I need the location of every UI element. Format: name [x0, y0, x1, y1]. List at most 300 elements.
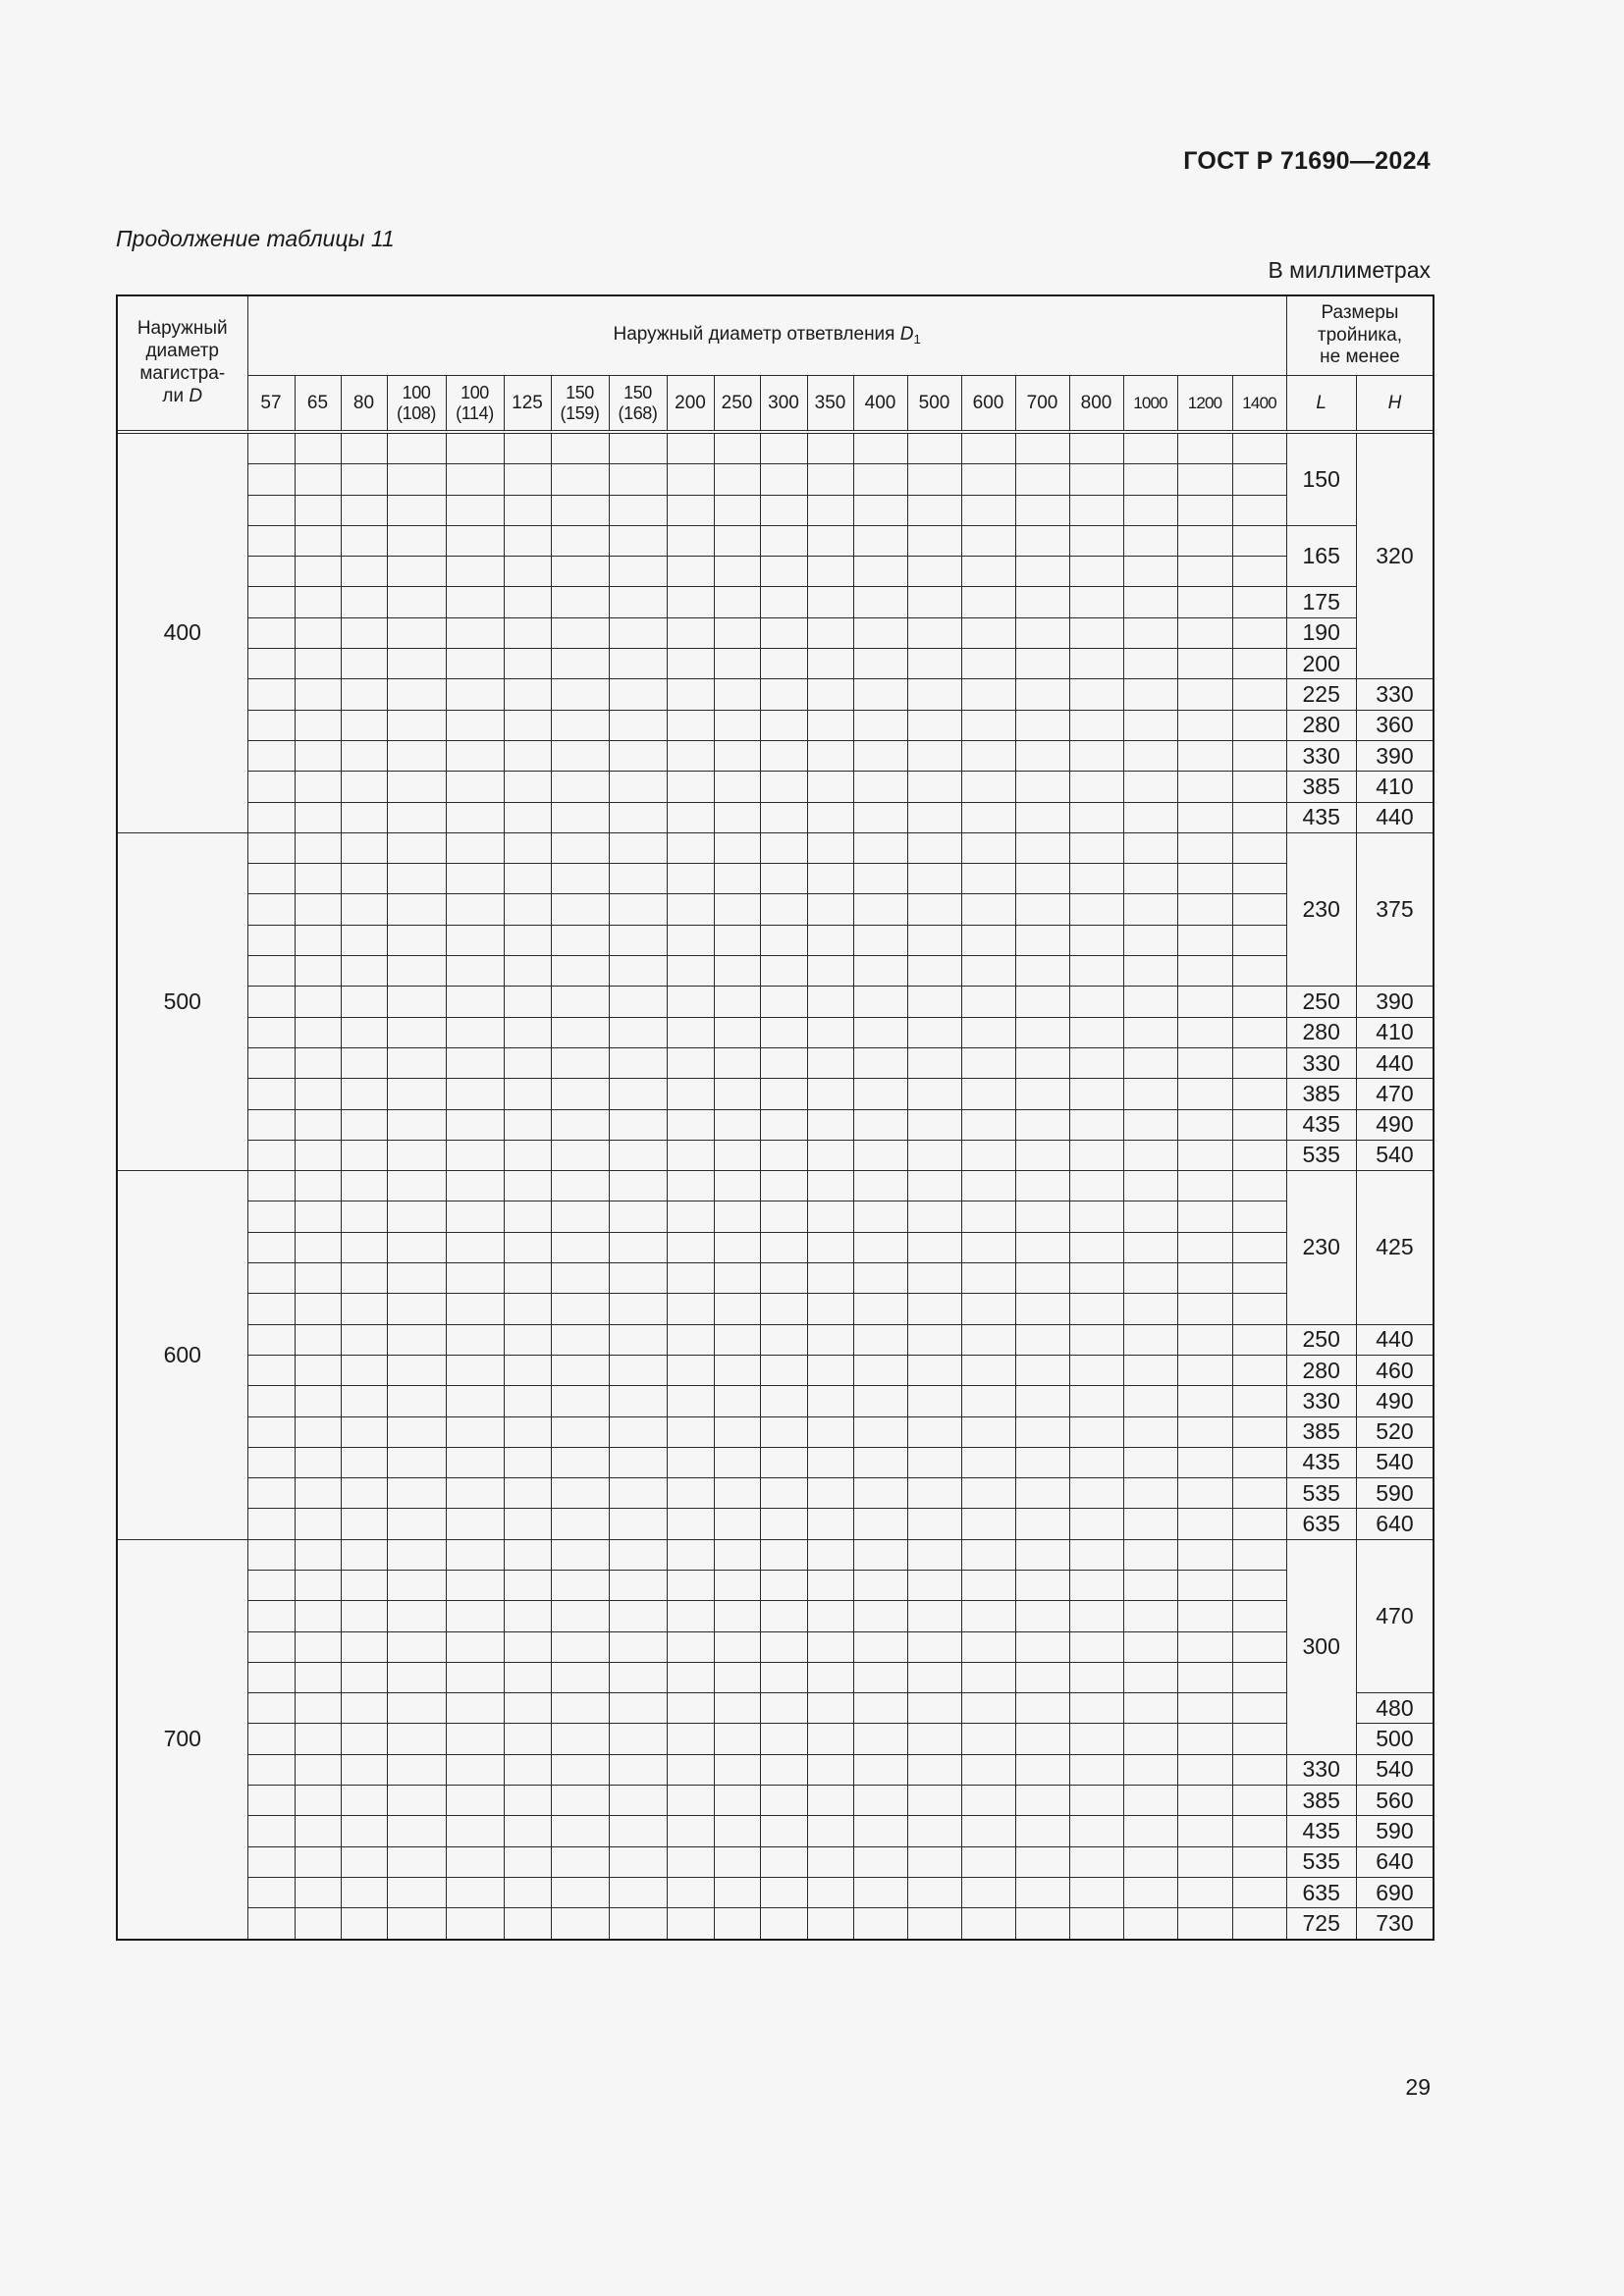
empty-branch-cell: [1069, 1447, 1123, 1477]
empty-branch-cell: [504, 832, 551, 863]
empty-branch-cell: [1123, 1232, 1177, 1262]
empty-branch-cell: [551, 1693, 609, 1724]
empty-branch-cell: [1123, 1140, 1177, 1170]
empty-branch-cell: [667, 617, 714, 648]
empty-branch-cell: [1177, 1079, 1232, 1109]
table-row: [117, 1846, 1434, 1877]
empty-branch-cell: [961, 1631, 1015, 1662]
table-row: [117, 1294, 1434, 1324]
empty-branch-cell: [807, 1877, 853, 1907]
empty-branch-cell: [1069, 1324, 1123, 1355]
empty-branch-cell: [853, 1877, 907, 1907]
length-l-cell: 535: [1286, 1140, 1356, 1170]
empty-branch-cell: [446, 1171, 504, 1201]
main-diameter-cell: 500: [117, 832, 247, 1170]
empty-branch-cell: [1015, 1201, 1069, 1232]
empty-branch-cell: [1069, 925, 1123, 955]
empty-branch-cell: [853, 1263, 907, 1294]
height-h-cell: 590: [1356, 1478, 1434, 1509]
empty-branch-cell: [1232, 1816, 1286, 1846]
document-code: ГОСТ Р 71690—2024: [1183, 147, 1431, 175]
empty-branch-cell: [1177, 1047, 1232, 1078]
empty-branch-cell: [247, 1509, 295, 1539]
empty-branch-cell: [760, 1509, 807, 1539]
empty-branch-cell: [504, 464, 551, 495]
height-h-cell: 330: [1356, 679, 1434, 710]
empty-branch-cell: [1177, 956, 1232, 987]
empty-branch-cell: [907, 1908, 961, 1940]
empty-branch-cell: [853, 1908, 907, 1940]
empty-branch-cell: [1232, 1786, 1286, 1816]
empty-branch-cell: [1123, 710, 1177, 740]
empty-branch-cell: [667, 1201, 714, 1232]
empty-branch-cell: [295, 1478, 341, 1509]
header-branch-col: 65: [295, 376, 341, 431]
table-row: [117, 710, 1434, 740]
empty-branch-cell: [247, 1877, 295, 1907]
empty-branch-cell: [504, 1908, 551, 1940]
empty-branch-cell: [907, 1631, 961, 1662]
empty-branch-cell: [295, 1355, 341, 1385]
empty-branch-cell: [387, 1786, 446, 1816]
empty-branch-cell: [446, 1447, 504, 1477]
empty-branch-cell: [1015, 464, 1069, 495]
empty-branch-cell: [853, 1816, 907, 1846]
empty-branch-cell: [387, 1754, 446, 1785]
empty-branch-cell: [853, 1724, 907, 1754]
empty-branch-cell: [1123, 1908, 1177, 1940]
empty-branch-cell: [1123, 925, 1177, 955]
empty-branch-cell: [609, 1171, 667, 1201]
empty-branch-cell: [609, 1754, 667, 1785]
empty-branch-cell: [1015, 1724, 1069, 1754]
empty-branch-cell: [446, 740, 504, 771]
empty-branch-cell: [446, 710, 504, 740]
empty-branch-cell: [247, 1355, 295, 1385]
empty-branch-cell: [907, 1724, 961, 1754]
empty-branch-cell: [1232, 587, 1286, 617]
empty-branch-cell: [551, 1171, 609, 1201]
table-row: [117, 495, 1434, 525]
empty-branch-cell: [760, 1232, 807, 1262]
empty-branch-cell: [341, 1263, 387, 1294]
empty-branch-cell: [387, 1662, 446, 1692]
empty-branch-cell: [1232, 1263, 1286, 1294]
empty-branch-cell: [760, 1140, 807, 1170]
empty-branch-cell: [961, 1171, 1015, 1201]
height-h-cell: 590: [1356, 1816, 1434, 1846]
empty-branch-cell: [341, 925, 387, 955]
empty-branch-cell: [387, 987, 446, 1017]
empty-branch-cell: [667, 832, 714, 863]
empty-branch-cell: [446, 1386, 504, 1416]
empty-branch-cell: [760, 894, 807, 925]
empty-branch-cell: [1069, 1693, 1123, 1724]
empty-branch-cell: [807, 1263, 853, 1294]
empty-branch-cell: [907, 1509, 961, 1539]
empty-branch-cell: [609, 1294, 667, 1324]
empty-branch-cell: [807, 832, 853, 863]
empty-branch-cell: [551, 1570, 609, 1600]
empty-branch-cell: [807, 740, 853, 771]
table-row: [117, 987, 1434, 1017]
empty-branch-cell: [341, 1786, 387, 1816]
empty-branch-cell: [1069, 1570, 1123, 1600]
empty-branch-cell: [961, 1355, 1015, 1385]
empty-branch-cell: [446, 1601, 504, 1631]
empty-branch-cell: [247, 617, 295, 648]
empty-branch-cell: [961, 434, 1015, 464]
empty-branch-cell: [387, 1079, 446, 1109]
empty-branch-cell: [504, 679, 551, 710]
empty-branch-cell: [551, 802, 609, 832]
empty-branch-cell: [387, 832, 446, 863]
empty-branch-cell: [504, 1846, 551, 1877]
empty-branch-cell: [807, 1109, 853, 1140]
empty-branch-cell: [387, 1201, 446, 1232]
height-h-cell: 500: [1356, 1724, 1434, 1754]
empty-branch-cell: [807, 679, 853, 710]
empty-branch-cell: [387, 1416, 446, 1447]
empty-branch-cell: [387, 1109, 446, 1140]
empty-branch-cell: [1015, 802, 1069, 832]
empty-branch-cell: [714, 1232, 760, 1262]
length-l-cell: 280: [1286, 1355, 1356, 1385]
empty-branch-cell: [853, 557, 907, 587]
empty-branch-cell: [1123, 1662, 1177, 1692]
empty-branch-cell: [853, 464, 907, 495]
empty-branch-cell: [295, 1786, 341, 1816]
main-diameter-cell: 600: [117, 1171, 247, 1540]
empty-branch-cell: [714, 1570, 760, 1600]
table-row: [117, 587, 1434, 617]
table-row: [117, 679, 1434, 710]
empty-branch-cell: [504, 557, 551, 587]
empty-branch-cell: [1232, 1662, 1286, 1692]
empty-branch-cell: [667, 1232, 714, 1262]
empty-branch-cell: [1015, 557, 1069, 587]
empty-branch-cell: [807, 1232, 853, 1262]
length-l-cell: 330: [1286, 1754, 1356, 1785]
empty-branch-cell: [807, 1201, 853, 1232]
empty-branch-cell: [907, 557, 961, 587]
empty-branch-cell: [551, 1140, 609, 1170]
empty-branch-cell: [504, 1447, 551, 1477]
empty-branch-cell: [446, 894, 504, 925]
empty-branch-cell: [961, 1079, 1015, 1109]
empty-branch-cell: [667, 1631, 714, 1662]
empty-branch-cell: [295, 1908, 341, 1940]
empty-branch-cell: [1123, 832, 1177, 863]
empty-branch-cell: [807, 1478, 853, 1509]
empty-branch-cell: [551, 1232, 609, 1262]
empty-branch-cell: [341, 679, 387, 710]
empty-branch-cell: [1232, 1324, 1286, 1355]
empty-branch-cell: [551, 1601, 609, 1631]
empty-branch-cell: [760, 617, 807, 648]
empty-branch-cell: [961, 525, 1015, 556]
empty-branch-cell: [341, 1201, 387, 1232]
empty-branch-cell: [667, 925, 714, 955]
table-row: [117, 1478, 1434, 1509]
empty-branch-cell: [341, 1416, 387, 1447]
empty-branch-cell: [387, 710, 446, 740]
empty-branch-cell: [1232, 832, 1286, 863]
empty-branch-cell: [1177, 1754, 1232, 1785]
empty-branch-cell: [853, 1109, 907, 1140]
empty-branch-cell: [907, 832, 961, 863]
empty-branch-cell: [295, 495, 341, 525]
empty-branch-cell: [609, 1631, 667, 1662]
empty-branch-cell: [807, 864, 853, 894]
empty-branch-cell: [295, 864, 341, 894]
table-row: [117, 1877, 1434, 1907]
empty-branch-cell: [1069, 464, 1123, 495]
empty-branch-cell: [247, 1324, 295, 1355]
empty-branch-cell: [760, 956, 807, 987]
empty-branch-cell: [760, 987, 807, 1017]
length-l-cell: 280: [1286, 1017, 1356, 1047]
empty-branch-cell: [551, 434, 609, 464]
length-l-cell: 190: [1286, 617, 1356, 648]
header-branch-col: 57: [247, 376, 295, 431]
empty-branch-cell: [807, 1786, 853, 1816]
empty-branch-cell: [853, 772, 907, 802]
empty-branch-cell: [760, 1601, 807, 1631]
empty-branch-cell: [341, 434, 387, 464]
empty-branch-cell: [387, 1171, 446, 1201]
empty-branch-cell: [446, 1908, 504, 1940]
empty-branch-cell: [667, 802, 714, 832]
empty-branch-cell: [1015, 864, 1069, 894]
empty-branch-cell: [295, 1877, 341, 1907]
empty-branch-cell: [1232, 1509, 1286, 1539]
empty-branch-cell: [504, 1539, 551, 1570]
empty-branch-cell: [961, 1294, 1015, 1324]
empty-branch-cell: [504, 925, 551, 955]
empty-branch-cell: [714, 1047, 760, 1078]
empty-branch-cell: [760, 1724, 807, 1754]
header-branch-col: 80: [341, 376, 387, 431]
empty-branch-cell: [446, 1816, 504, 1846]
empty-branch-cell: [760, 1846, 807, 1877]
empty-branch-cell: [387, 1232, 446, 1262]
empty-branch-cell: [1069, 1478, 1123, 1509]
empty-branch-cell: [961, 1816, 1015, 1846]
empty-branch-cell: [961, 1478, 1015, 1509]
empty-branch-cell: [295, 1846, 341, 1877]
empty-branch-cell: [853, 1786, 907, 1816]
empty-branch-cell: [295, 617, 341, 648]
empty-branch-cell: [609, 1232, 667, 1262]
empty-branch-cell: [1015, 1386, 1069, 1416]
empty-branch-cell: [1015, 1017, 1069, 1047]
empty-branch-cell: [341, 1631, 387, 1662]
empty-branch-cell: [1069, 1109, 1123, 1140]
table-row: [117, 557, 1434, 587]
empty-branch-cell: [961, 495, 1015, 525]
empty-branch-cell: [961, 1109, 1015, 1140]
empty-branch-cell: [341, 1109, 387, 1140]
empty-branch-cell: [853, 1201, 907, 1232]
empty-branch-cell: [807, 1601, 853, 1631]
empty-branch-cell: [1177, 1539, 1232, 1570]
empty-branch-cell: [247, 925, 295, 955]
empty-branch-cell: [609, 1693, 667, 1724]
empty-branch-cell: [1015, 1816, 1069, 1846]
empty-branch-cell: [907, 1109, 961, 1140]
empty-branch-cell: [1232, 1201, 1286, 1232]
empty-branch-cell: [504, 1601, 551, 1631]
empty-branch-cell: [1232, 1724, 1286, 1754]
height-h-cell: 540: [1356, 1754, 1434, 1785]
empty-branch-cell: [853, 1447, 907, 1477]
empty-branch-cell: [609, 649, 667, 679]
empty-branch-cell: [1123, 1631, 1177, 1662]
empty-branch-cell: [504, 495, 551, 525]
empty-branch-cell: [387, 1539, 446, 1570]
empty-branch-cell: [551, 1478, 609, 1509]
empty-branch-cell: [446, 1724, 504, 1754]
height-h-cell: 410: [1356, 772, 1434, 802]
empty-branch-cell: [907, 1263, 961, 1294]
height-h-cell: 375: [1356, 832, 1434, 986]
empty-branch-cell: [807, 1539, 853, 1570]
empty-branch-cell: [1015, 495, 1069, 525]
empty-branch-cell: [387, 802, 446, 832]
empty-branch-cell: [714, 864, 760, 894]
empty-branch-cell: [247, 1631, 295, 1662]
empty-branch-cell: [1015, 1109, 1069, 1140]
empty-branch-cell: [247, 1416, 295, 1447]
empty-branch-cell: [1232, 649, 1286, 679]
empty-branch-cell: [1232, 525, 1286, 556]
empty-branch-cell: [667, 1846, 714, 1877]
empty-branch-cell: [853, 925, 907, 955]
empty-branch-cell: [295, 525, 341, 556]
height-h-cell: 440: [1356, 802, 1434, 832]
length-l-cell: 435: [1286, 1816, 1356, 1846]
empty-branch-cell: [1069, 710, 1123, 740]
empty-branch-cell: [667, 587, 714, 617]
header-main-diameter: Наружный диаметр магистра- ли D: [117, 295, 247, 431]
empty-branch-cell: [551, 1355, 609, 1385]
empty-branch-cell: [295, 1509, 341, 1539]
header-branch-col: 100 (114): [446, 376, 504, 431]
empty-branch-cell: [961, 1416, 1015, 1447]
empty-branch-cell: [504, 956, 551, 987]
empty-branch-cell: [609, 832, 667, 863]
empty-branch-cell: [760, 1201, 807, 1232]
empty-branch-cell: [387, 1570, 446, 1600]
empty-branch-cell: [551, 1079, 609, 1109]
empty-branch-cell: [1177, 1263, 1232, 1294]
empty-branch-cell: [1069, 1355, 1123, 1385]
empty-branch-cell: [714, 1877, 760, 1907]
empty-branch-cell: [1123, 1877, 1177, 1907]
empty-branch-cell: [1069, 740, 1123, 771]
height-h-cell: 440: [1356, 1324, 1434, 1355]
empty-branch-cell: [551, 1631, 609, 1662]
empty-branch-cell: [295, 1201, 341, 1232]
empty-branch-cell: [1177, 1416, 1232, 1447]
empty-branch-cell: [551, 1662, 609, 1692]
empty-branch-cell: [853, 1601, 907, 1631]
empty-branch-cell: [609, 1355, 667, 1385]
empty-branch-cell: [807, 710, 853, 740]
empty-branch-cell: [504, 1386, 551, 1416]
empty-branch-cell: [341, 1232, 387, 1262]
empty-branch-cell: [387, 925, 446, 955]
empty-branch-cell: [853, 1140, 907, 1170]
empty-branch-cell: [341, 894, 387, 925]
empty-branch-cell: [907, 1171, 961, 1201]
empty-branch-cell: [760, 464, 807, 495]
empty-branch-cell: [1177, 1786, 1232, 1816]
empty-branch-cell: [387, 1877, 446, 1907]
header-branch-col: 200: [667, 376, 714, 431]
empty-branch-cell: [504, 1570, 551, 1600]
empty-branch-cell: [907, 864, 961, 894]
empty-branch-cell: [760, 525, 807, 556]
empty-branch-cell: [667, 772, 714, 802]
empty-branch-cell: [714, 649, 760, 679]
length-l-cell: 435: [1286, 802, 1356, 832]
empty-branch-cell: [609, 557, 667, 587]
empty-branch-cell: [609, 956, 667, 987]
empty-branch-cell: [714, 832, 760, 863]
empty-branch-cell: [907, 1047, 961, 1078]
empty-branch-cell: [760, 1570, 807, 1600]
empty-branch-cell: [1232, 1447, 1286, 1477]
empty-branch-cell: [1232, 1754, 1286, 1785]
empty-branch-cell: [341, 1047, 387, 1078]
empty-branch-cell: [760, 1662, 807, 1692]
empty-branch-cell: [714, 710, 760, 740]
empty-branch-cell: [667, 1447, 714, 1477]
empty-branch-cell: [1177, 710, 1232, 740]
empty-branch-cell: [1015, 1631, 1069, 1662]
empty-branch-cell: [961, 772, 1015, 802]
empty-branch-cell: [714, 557, 760, 587]
empty-branch-cell: [1069, 1416, 1123, 1447]
empty-branch-cell: [1069, 1171, 1123, 1201]
empty-branch-cell: [807, 1140, 853, 1170]
empty-branch-cell: [609, 740, 667, 771]
empty-branch-cell: [1232, 1570, 1286, 1600]
empty-branch-cell: [247, 864, 295, 894]
empty-branch-cell: [1069, 1631, 1123, 1662]
empty-branch-cell: [961, 464, 1015, 495]
empty-branch-cell: [907, 740, 961, 771]
empty-branch-cell: [714, 1416, 760, 1447]
empty-branch-cell: [1069, 1601, 1123, 1631]
empty-branch-cell: [341, 1509, 387, 1539]
empty-branch-cell: [387, 772, 446, 802]
empty-branch-cell: [961, 1846, 1015, 1877]
empty-branch-cell: [504, 1416, 551, 1447]
empty-branch-cell: [387, 1693, 446, 1724]
empty-branch-cell: [1015, 1539, 1069, 1570]
empty-branch-cell: [247, 434, 295, 464]
table-row: [117, 1539, 1434, 1570]
empty-branch-cell: [1069, 525, 1123, 556]
empty-branch-cell: [667, 525, 714, 556]
empty-branch-cell: [807, 1509, 853, 1539]
empty-branch-cell: [714, 1539, 760, 1570]
empty-branch-cell: [1177, 1846, 1232, 1877]
empty-branch-cell: [961, 925, 1015, 955]
